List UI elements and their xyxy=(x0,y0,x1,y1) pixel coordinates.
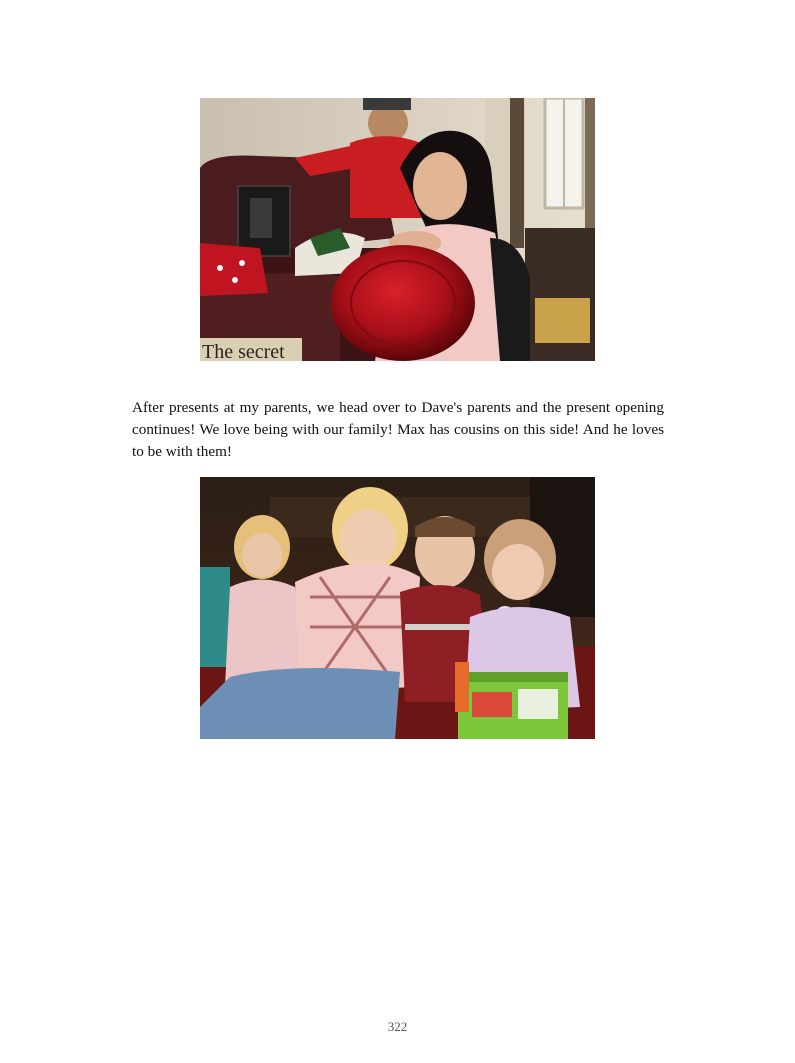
photo-kids-with-green-box xyxy=(200,477,595,739)
body-paragraph: After presents at my parents, we head over to Dave's parents and the present opening continues! We love being with our family! Max has cousins on this side! And he loves to be with them! xyxy=(132,399,664,460)
photo1-sign-text: The secret xyxy=(202,341,285,361)
photo-woman-with-red-plate xyxy=(200,98,595,361)
page-number: 322 xyxy=(387,1019,408,1034)
